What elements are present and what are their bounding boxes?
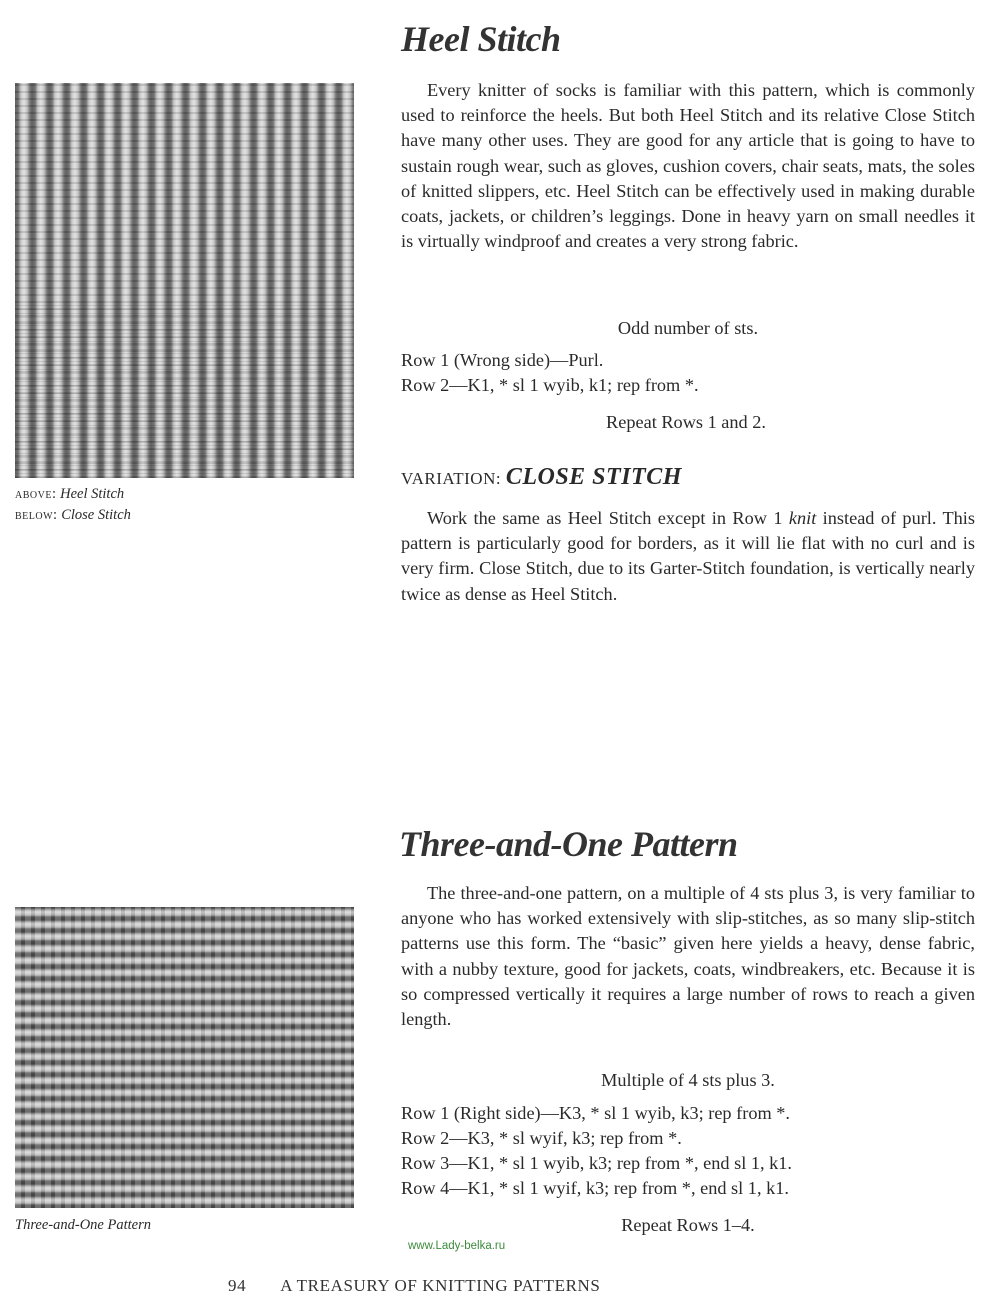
running-title: A TREASURY OF KNITTING PATTERNS xyxy=(280,1276,601,1295)
intro-paragraph: The three-and-one pattern, on a multiple of 4 sts plus 3, is very familiar to anyone who has worked extensively with slip-stitches, as so many slip-stitch patterns use this form. The “basic” given here yields a heavy, dense fabric, with a nubby texture, good for jackets, coats, windbreakers, etc. Because it is so compressed vertically it requires a large number of rows to reach a given length. xyxy=(401,883,975,1030)
row-instruction: Row 1 (Right side)—K3, * sl 1 wyib, k3; rep from *. xyxy=(401,1103,790,1123)
photo-caption: Three-and-One Pattern xyxy=(15,1217,151,1233)
row-instruction: Row 3—K1, * sl 1 wyib, k3; rep from *, end sl 1, k1. xyxy=(401,1153,792,1173)
section-title-three-and-one: Three-and-One Pattern xyxy=(399,824,738,864)
photo-three-and-one-swatch xyxy=(15,907,354,1208)
photo-heel-stitch-swatch xyxy=(15,83,354,478)
photo-caption xyxy=(15,484,131,526)
row-instruction: Row 1 (Wrong side)—Purl. xyxy=(401,350,604,370)
caption-line-above: above: Heel Stitch xyxy=(15,486,125,502)
stitch-count: Odd number of sts. xyxy=(617,318,759,338)
repeat-instruction: Repeat Rows 1–4. xyxy=(621,1215,755,1235)
row-instruction: Row 2—K3, * sl wyif, k3; rep from *. xyxy=(401,1128,682,1148)
row-instruction: Row 4—K1, * sl 1 wyif, k3; rep from *, end sl 1, k1. xyxy=(401,1178,789,1198)
intro-paragraph: Every knitter of socks is familiar with this pattern, which is commonly used to reinforce the heels. But both Heel Stitch and its relative Close Stitch have many other uses. They are good for any article that is going to have to sustain rough wear, such as gloves, cushion covers, chair seats, mats, the soles of knitted slippers, etc. Heel Stitch can be effectively used in making durable coats, jackets, or children’s leggings. Done in heavy yarn on small needles it is virtually windproof and creates a very strong fabric. xyxy=(401,80,975,252)
stitch-count: Multiple of 4 sts plus 3. xyxy=(601,1070,775,1090)
row-instructions xyxy=(401,1101,792,1201)
repeat-instruction: Repeat Rows 1 and 2. xyxy=(606,412,766,432)
variation-paragraph: Work the same as Heel Stitch except in Row 1 knit instead of purl. This pattern is particularly good for borders, as it will lie flat with no curl and is very firm. Close Stitch, due to its Garter-Stitch foundation, is vertically nearly twice as dense as Heel Stitch. xyxy=(401,508,975,604)
variation-name: CLOSE STITCH xyxy=(505,464,682,490)
variation-label: VARIATION: xyxy=(401,469,502,488)
row-instructions xyxy=(401,348,699,398)
watermark-link[interactable]: www.Lady-belka.ru xyxy=(408,1240,506,1252)
variation-heading xyxy=(401,464,682,491)
row-instruction: Row 2—K1, * sl 1 wyib, k1; rep from *. xyxy=(401,375,699,395)
caption-line-below: below: Close Stitch xyxy=(15,507,131,523)
page-footer xyxy=(228,1276,600,1296)
section-title-heel-stitch: Heel Stitch xyxy=(401,19,561,59)
page-number: 94 xyxy=(228,1276,247,1295)
